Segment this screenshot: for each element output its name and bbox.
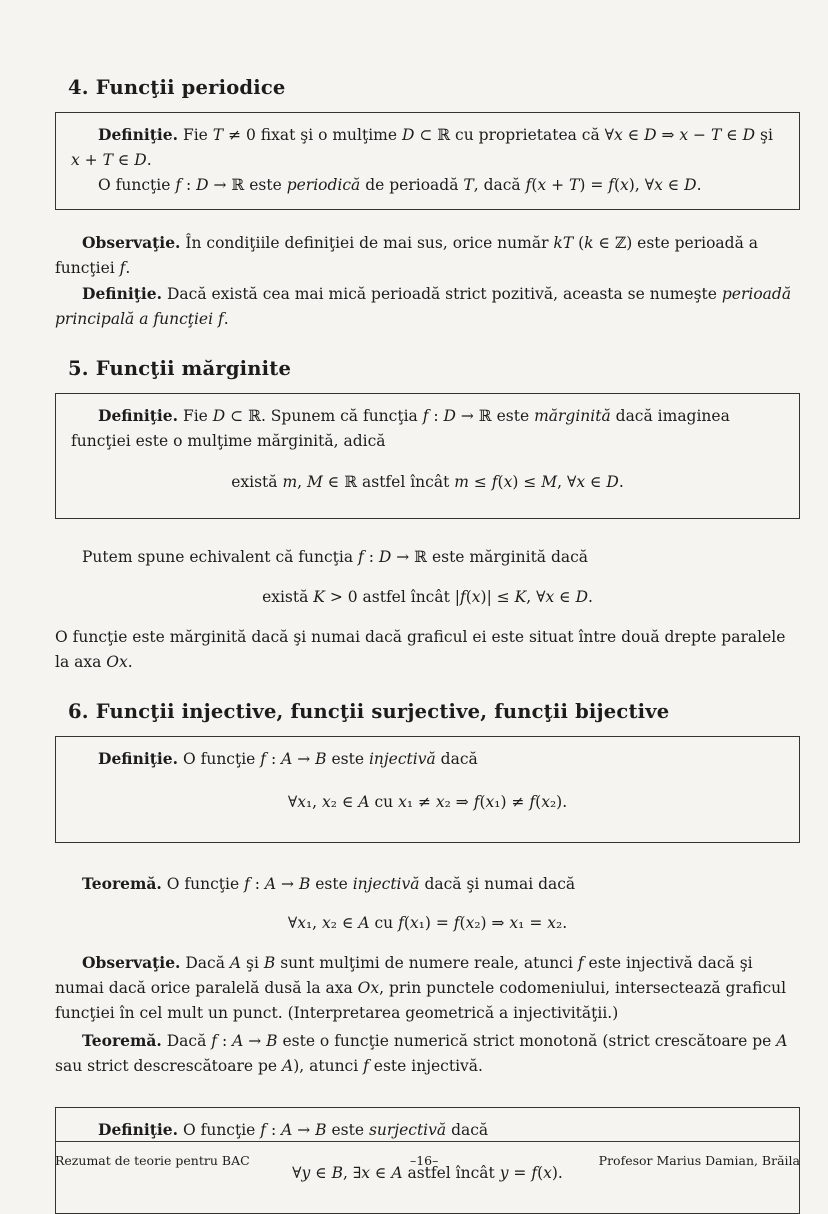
section-heading-periodic: 4. Funcţii periodice xyxy=(68,76,286,99)
formula-surjective: ∀y ∈ B, ∃x ∈ A astfel încât y = f(x). xyxy=(292,1164,563,1182)
section-heading-injective: 6. Funcţii injective, funcţii surjective, funcţii bijective xyxy=(68,700,670,723)
formula-bounded: există m, M ∈ ℝ astfel încât m ≤ f(x) ≤ M, ∀x ∈ D. xyxy=(231,473,624,491)
footer-booklet-title: Rezumat de teorie pentru BAC xyxy=(55,1153,250,1168)
body-paragraph: Putem spune echivalent că funcţia f : D → ℝ este mărginită dacă xyxy=(82,548,589,566)
footer-author: Profesor Marius Damian, Brăila xyxy=(598,1153,800,1168)
definition-box-periodic xyxy=(55,112,800,210)
definition-paragraph: Definiţie. Fie D ⊂ ℝ. Spunem că funcţia f : D → ℝ este mărginită dacă imaginea funcţiei este o mulţime mărginită, adică xyxy=(71,406,730,450)
definition-paragraph: Definiţie. Fie T ≠ 0 fixat şi o mulţime D ⊂ ℝ cu proprietatea că ∀x ∈ D ⇒ x − T ∈ D şi x + T ∈ D. xyxy=(71,125,773,169)
observation-paragraph: Observaţie. Dacă A şi B sunt mulţimi de numere reale, atunci f este injectivă dacă şi numai dacă orice paralelă dusă la axa Ox, prin punctele codomeniului, intersectează graficul funcţiei în cel mult un punct. (Interpretarea geometrică a injectivităţii.) xyxy=(55,953,787,1022)
formula-injective-iff: ∀x₁, x₂ ∈ A cu f(x₁) = f(x₂) ⇒ x₁ = x₂. xyxy=(287,914,568,932)
definition-box-injective xyxy=(55,736,800,843)
formula-injective: ∀x₁, x₂ ∈ A cu x₁ ≠ x₂ ⇒ f(x₁) ≠ f(x₂). xyxy=(287,793,568,811)
formula-k-bound: există K > 0 astfel încât |f(x)| ≤ K, ∀x ∈ D. xyxy=(262,588,593,606)
page-number: –16– xyxy=(409,1153,439,1168)
observation-paragraph: Observaţie. În condiţiile definiţiei de mai sus, orice număr kT (k ∈ ℤ) este perioadă a funcţiei f. xyxy=(55,233,758,277)
definition-paragraph: Definiţie. Dacă există cea mai mică perioadă strict pozitivă, aceasta se numeşte perioadă principală a funcţiei f. xyxy=(55,284,792,328)
theorem-paragraph: Teoremă. O funcţie f : A → B este injectivă dacă şi numai dacă xyxy=(82,874,576,893)
body-paragraph: O funcţie este mărginită dacă şi numai dacă graficul ei este situat între două drepte paralele la axa Ox. xyxy=(55,628,786,671)
definition-paragraph: O funcţie f : D → ℝ este periodică de perioadă T, dacă f(x + T) = f(x), ∀x ∈ D. xyxy=(98,176,702,194)
definition-paragraph: Definiţie. O funcţie f : A → B este surjectivă dacă xyxy=(98,1120,489,1139)
definition-box-bounded xyxy=(55,393,800,519)
theorem-paragraph: Teoremă. Dacă f : A → B este o funcţie numerică strict monotonă (strict crescătoare pe A sau strict descrescătoare pe A), atunci f este injectivă. xyxy=(55,1031,788,1075)
definition-paragraph: Definiţie. O funcţie f : A → B este injectivă dacă xyxy=(98,749,478,768)
section-heading-bounded: 5. Funcţii mărginite xyxy=(68,357,292,380)
page-footer xyxy=(55,1141,800,1168)
footer-rule xyxy=(55,1141,800,1142)
